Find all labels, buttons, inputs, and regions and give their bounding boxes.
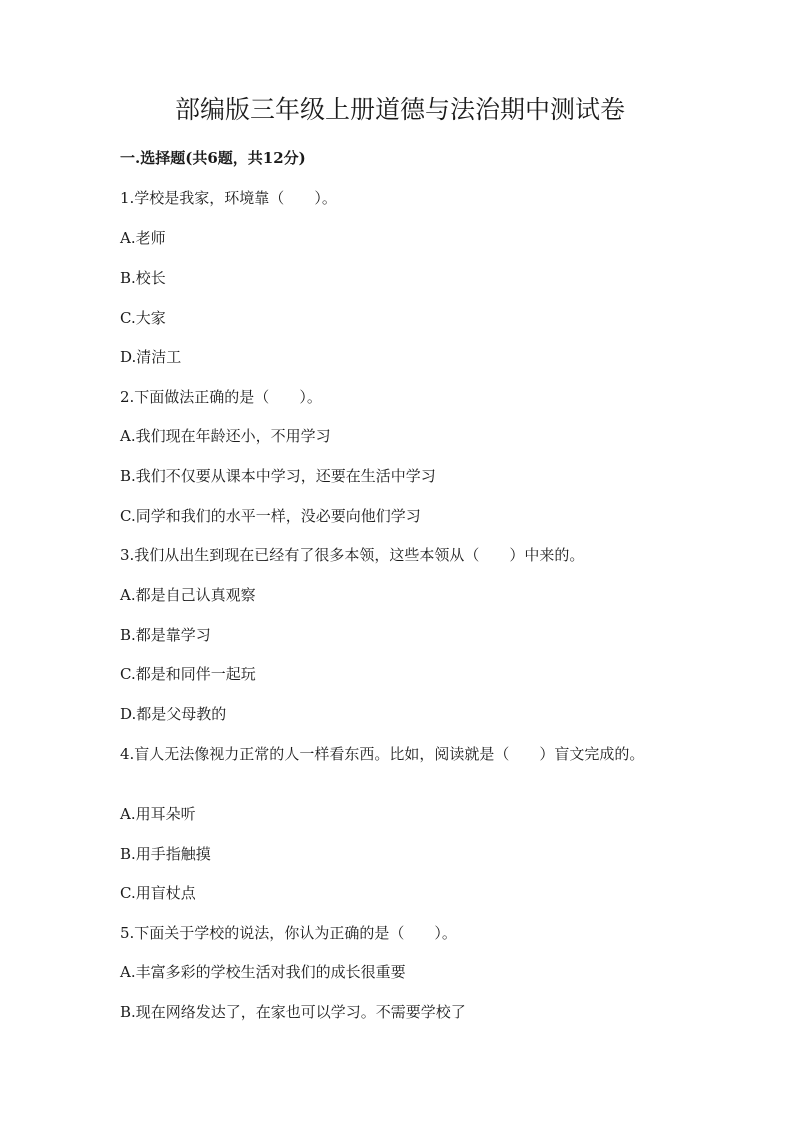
question-option: A.丰富多彩的学校生活对我们的成长很重要 (120, 963, 406, 981)
question-option: D.清洁工 (120, 348, 182, 366)
question-stem: 5.下面关于学校的说法，你认为正确的是（ ）。 (120, 924, 457, 942)
question-option: B.都是靠学习 (120, 626, 211, 644)
question-option: A.用耳朵听 (120, 805, 196, 823)
question-stem: 3.我们从出生到现在已经有了很多本领，这些本领从（ ）中来的。 (120, 546, 585, 564)
question-option: B.我们不仅要从课本中学习，还要在生活中学习 (120, 467, 436, 485)
question-option: C.都是和同伴一起玩 (120, 665, 256, 683)
page-title: 部编版三年级上册道德与法治期中测试卷 (174, 95, 625, 124)
question-option: C.用盲杖点 (120, 884, 196, 902)
question-stem: 4.盲人无法像视力正常的人一样看东西。比如，阅读就是（ ）盲文完成的。 (120, 745, 645, 763)
question-stem: 1.学校是我家，环境靠（ ）。 (120, 189, 337, 207)
question-option: A.我们现在年龄还小，不用学习 (120, 427, 331, 445)
question-option: A.老师 (120, 229, 166, 247)
question-stem: 2.下面做法正确的是（ ）。 (120, 388, 322, 406)
section-heading: 一.选择题(共6题，共12分) (120, 149, 306, 167)
question-option: B.校长 (120, 269, 166, 287)
question-option: C.大家 (120, 309, 166, 327)
question-option: B.现在网络发达了，在家也可以学习。不需要学校了 (120, 1003, 466, 1021)
question-option: C.同学和我们的水平一样，没必要向他们学习 (120, 507, 421, 525)
question-option: A.都是自己认真观察 (120, 586, 256, 604)
question-option: B.用手指触摸 (120, 845, 211, 863)
question-option: D.都是父母教的 (120, 705, 227, 723)
